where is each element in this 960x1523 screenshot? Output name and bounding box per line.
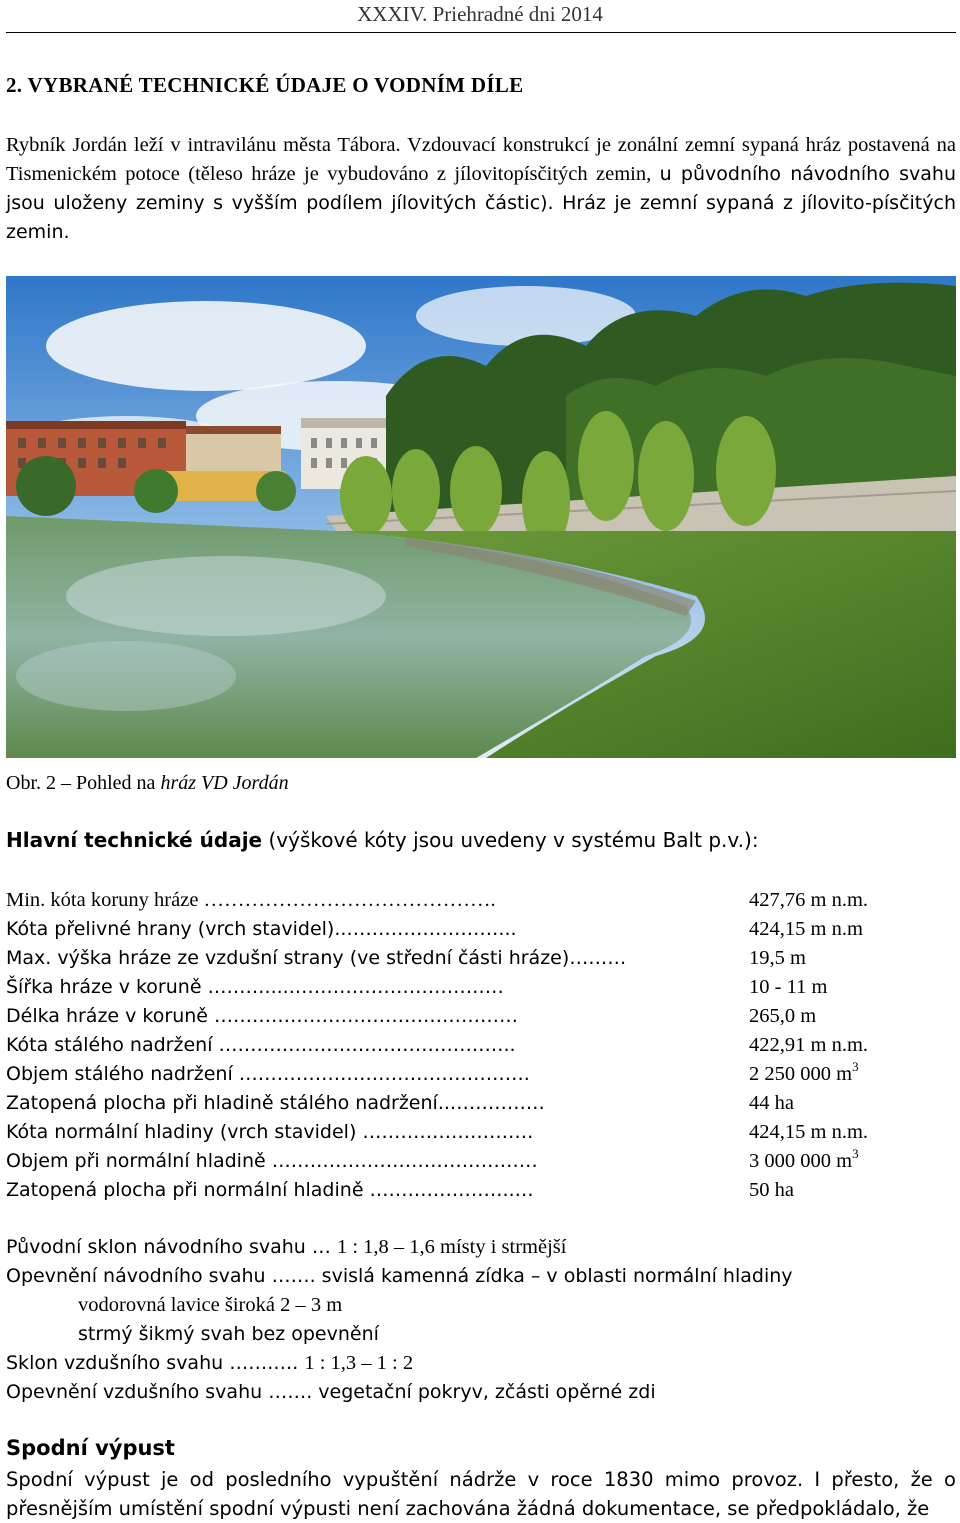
tech-row bbox=[6, 1002, 956, 1031]
tech-value: 265,0 m bbox=[749, 1005, 817, 1027]
intro-paragraph bbox=[6, 131, 956, 247]
tech-value: 50 ha bbox=[749, 1179, 794, 1201]
tech-label: Šířka hráze v koruně ……….....…………………………… bbox=[6, 976, 504, 998]
slope-block bbox=[6, 1233, 956, 1407]
section-title: 2. VYBRANÉ TECHNICKÉ ÚDAJE O VODNÍM DÍLE bbox=[6, 73, 524, 97]
tech-value: 422,91 m n.m. bbox=[749, 1034, 869, 1056]
tech-row bbox=[6, 1031, 956, 1060]
slope-value: svislá kamenná zídka – v oblasti normální hladiny bbox=[321, 1265, 793, 1287]
tech-value: 424,15 m n.m. bbox=[749, 1121, 869, 1143]
slope-label: Opevnění návodního svahu ……. bbox=[6, 1265, 322, 1287]
tech-label: Kóta stálého nadržení ……………………………………….. bbox=[6, 1034, 516, 1056]
slope-label: Původní sklon návodního svahu … bbox=[6, 1236, 337, 1258]
page-header bbox=[0, 0, 960, 27]
tech-row bbox=[6, 1118, 956, 1147]
tech-label: Objem stálého nadržení ………………………………………. bbox=[6, 1063, 530, 1085]
slope-row-downstream-protection bbox=[6, 1378, 956, 1407]
tech-value: 3 000 000 $m^3$ bbox=[749, 1146, 859, 1172]
figure-caption bbox=[6, 772, 289, 795]
tech-value: 427,76 m n.m. bbox=[749, 889, 869, 911]
tech-table bbox=[6, 886, 956, 1205]
outlet-heading: Spodní výpust bbox=[6, 1436, 175, 1460]
tech-label: Min. kóta koruny hráze ……………………………………. bbox=[6, 889, 496, 911]
tech-value: 10 - 11 m bbox=[749, 976, 828, 998]
tech-label: Objem při normální hladině …………………………………… bbox=[6, 1150, 538, 1172]
dam-photo bbox=[6, 276, 956, 758]
tech-label: Kóta normální hladiny (vrch stavidel) ……………………… bbox=[6, 1121, 534, 1143]
photo-dam-jordan-icon bbox=[6, 276, 956, 758]
header-rule bbox=[6, 32, 956, 33]
slope-value: strmý šikmý svah bez opevnění bbox=[78, 1323, 379, 1345]
tech-row bbox=[6, 1060, 956, 1089]
tech-row bbox=[6, 1147, 956, 1176]
slope-value: 1 : 1,3 – 1 : 2 bbox=[304, 1352, 414, 1374]
slope-label: Sklon vzdušního svahu …….…. bbox=[6, 1352, 305, 1374]
slope-value: vodorovná lavice široká 2 – 3 m bbox=[78, 1294, 343, 1316]
slope-label: Opevnění vzdušního svahu ……. bbox=[6, 1381, 319, 1403]
slope-row-upstream-line2 bbox=[6, 1291, 956, 1320]
params-heading bbox=[6, 828, 759, 852]
slope-value: vegetační pokryv, zčásti opěrné zdi bbox=[318, 1381, 656, 1403]
tech-row bbox=[6, 1089, 956, 1118]
tech-label: Délka hráze v koruně ………………………………………… bbox=[6, 1005, 519, 1027]
tech-row bbox=[6, 973, 956, 1002]
tech-value: 2 250 000 $m^3$ bbox=[749, 1059, 859, 1085]
slope-value: 1 : 1,8 – 1,6 místy i strmější bbox=[336, 1236, 567, 1258]
intro-part3: u původního návodního svahu jsou uloženy zeminy s vyšším podílem jílovitých částic). Hráz je zemní sypaná z jílovito-písčitých zemin. bbox=[6, 163, 956, 243]
tech-value: 19,5 m bbox=[749, 947, 806, 969]
tech-value: 44 ha bbox=[749, 1092, 794, 1114]
tech-value: 424,15 m n.m bbox=[749, 918, 863, 940]
slope-row-original bbox=[6, 1233, 956, 1262]
tech-row bbox=[6, 1176, 956, 1205]
slope-row-upstream-protection bbox=[6, 1262, 956, 1291]
tech-label: Max. výška hráze ze vzdušní strany (ve střední části hráze)……… bbox=[6, 947, 627, 969]
tech-label: Zatopená plocha při normální hladině …………………..… bbox=[6, 1179, 534, 1201]
tech-label: Zatopená plocha při hladině stálého nadržení..…………… bbox=[6, 1092, 545, 1114]
header-title: XXXIV. Priehradné dni 2014 bbox=[357, 2, 603, 26]
slope-row-downstream-slope bbox=[6, 1349, 956, 1378]
outlet-paragraph: Spodní výpust je od posledního vypuštění nádrže v roce 1830 mimo provoz. I přesto, že o přesnějším umístění spodní výpusti není zachována žádná dokumentace, se předpokládalo, že bbox=[6, 1468, 956, 1520]
intro-part2: Vzdouvací konstrukcí je zonální zemní sypaná hráz postavená na Tismenickém potoce (těleso hráze je vybudováno z jílovitopísčitých zemin, bbox=[6, 134, 956, 185]
tech-label: Kóta přelivné hrany (vrch stavidel)..……………………... bbox=[6, 918, 517, 940]
params-heading-rest: (výškové kóty jsou uvedeny v systému Balt p.v.): bbox=[262, 828, 759, 852]
tech-row bbox=[6, 915, 956, 944]
caption-prefix: Obr. 2 – Pohled na bbox=[6, 772, 161, 794]
tech-row bbox=[6, 944, 956, 973]
intro-part1: Rybník Jordán leží v intravilánu města Tábora. bbox=[6, 134, 408, 156]
caption-italic: hráz VD Jordán bbox=[160, 772, 289, 794]
tech-row bbox=[6, 886, 956, 915]
params-heading-bold: Hlavní technické údaje bbox=[6, 828, 263, 852]
slope-row-upstream-line3 bbox=[6, 1320, 956, 1349]
